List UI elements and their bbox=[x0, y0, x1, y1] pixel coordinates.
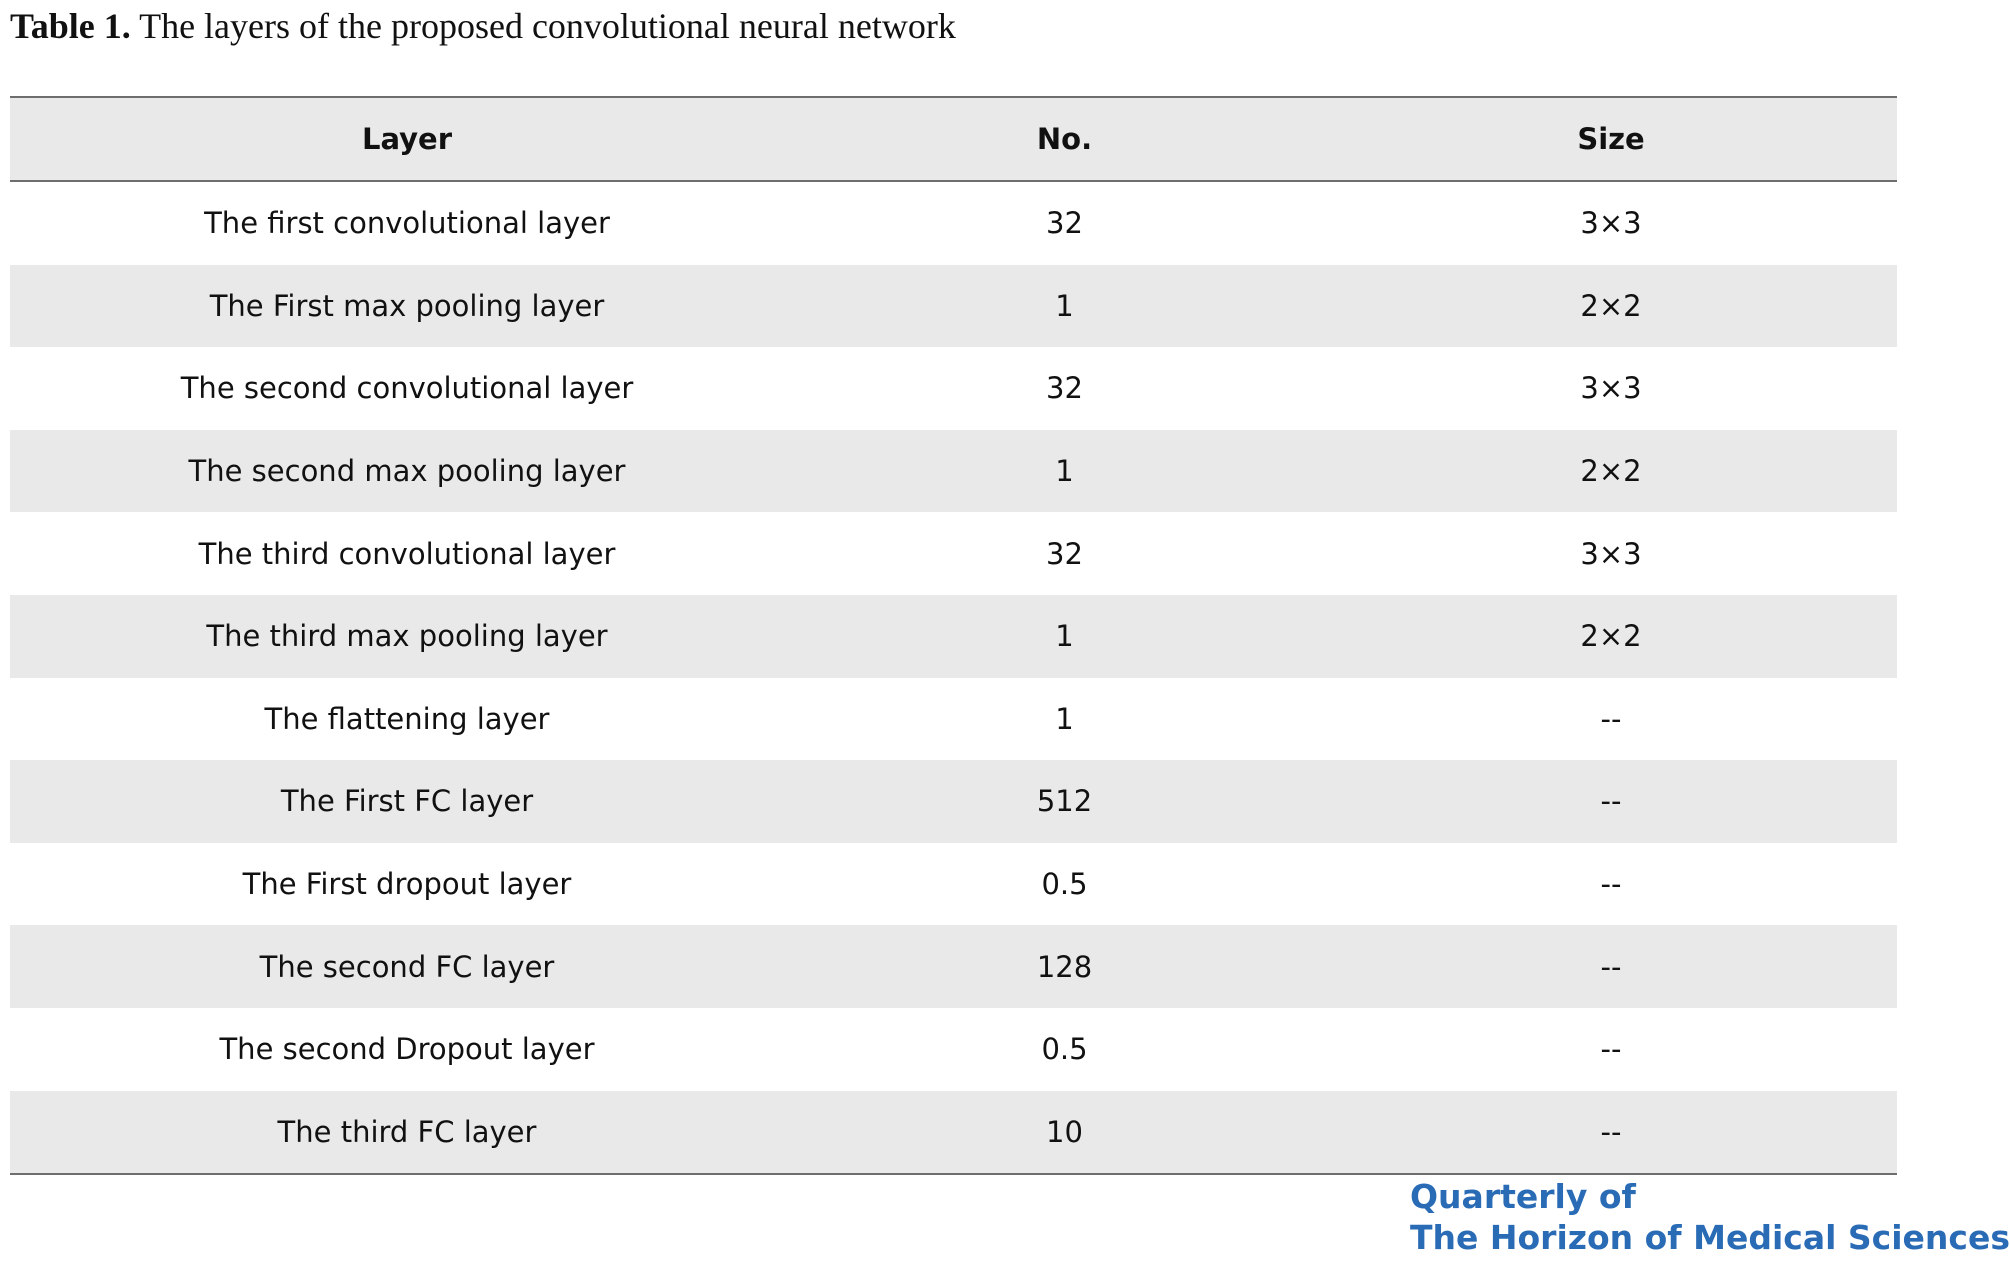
cell-layer: The second max pooling layer bbox=[188, 454, 626, 489]
cell-layer: The First FC layer bbox=[280, 784, 534, 819]
table-row bbox=[10, 843, 1897, 926]
cell-no: 32 bbox=[1046, 371, 1083, 406]
journal-watermark bbox=[1410, 1176, 2010, 1258]
table-row bbox=[10, 512, 1897, 595]
cell-layer: The third max pooling layer bbox=[206, 619, 608, 654]
cell-layer: The flattening layer bbox=[264, 701, 550, 736]
table-row bbox=[10, 181, 1897, 265]
cell-no: 1 bbox=[1055, 288, 1074, 323]
header-row bbox=[10, 97, 1897, 181]
cell-no: 32 bbox=[1046, 206, 1083, 241]
cell-no: 0.5 bbox=[1041, 1032, 1088, 1067]
header-layer: Layer bbox=[361, 122, 453, 156]
cell-layer: The second Dropout layer bbox=[219, 1032, 595, 1067]
table-row bbox=[10, 678, 1897, 761]
header-no: No. bbox=[1036, 122, 1093, 156]
cell-no: 128 bbox=[1036, 949, 1093, 984]
table-row bbox=[10, 1008, 1897, 1091]
caption-text: The layers of the proposed convolutional neural network bbox=[139, 6, 956, 46]
table-header bbox=[10, 97, 1897, 181]
cell-size: -- bbox=[1600, 867, 1622, 902]
cell-size: 2×2 bbox=[1580, 454, 1642, 489]
layers-table bbox=[10, 96, 1897, 1175]
table-row bbox=[10, 430, 1897, 513]
cell-no: 512 bbox=[1036, 784, 1093, 819]
header-size: Size bbox=[1577, 122, 1645, 156]
cell-size: 3×3 bbox=[1580, 371, 1642, 406]
cell-layer: The first convolutional layer bbox=[204, 206, 610, 241]
table-body bbox=[10, 181, 1897, 1174]
cell-no: 0.5 bbox=[1041, 867, 1088, 902]
cell-size: -- bbox=[1600, 1032, 1622, 1067]
cell-size: 2×2 bbox=[1580, 288, 1642, 323]
cell-size: 2×2 bbox=[1580, 619, 1642, 654]
cell-no: 10 bbox=[1046, 1114, 1083, 1149]
cell-layer: The third FC layer bbox=[277, 1114, 537, 1149]
cell-no: 1 bbox=[1055, 701, 1074, 736]
table-caption bbox=[10, 2, 956, 50]
layers-table-container bbox=[10, 96, 1897, 1175]
cell-no: 1 bbox=[1055, 619, 1074, 654]
cell-size: 3×3 bbox=[1580, 206, 1642, 241]
table-row bbox=[10, 347, 1897, 430]
watermark-line-1: Quarterly of bbox=[1410, 1177, 1636, 1216]
cell-no: 1 bbox=[1055, 454, 1074, 489]
cell-size: -- bbox=[1600, 1114, 1622, 1149]
cell-layer: The third convolutional layer bbox=[198, 536, 616, 571]
cell-layer: The second FC layer bbox=[259, 949, 555, 984]
table-row bbox=[10, 760, 1897, 843]
cell-size: -- bbox=[1600, 949, 1622, 984]
table-row bbox=[10, 265, 1897, 348]
cell-size: -- bbox=[1600, 784, 1622, 819]
cell-layer: The First dropout layer bbox=[242, 867, 572, 902]
table-row bbox=[10, 1091, 1897, 1175]
watermark-line-2: The Horizon of Medical Sciences bbox=[1410, 1218, 2010, 1257]
table-row bbox=[10, 595, 1897, 678]
cell-no: 32 bbox=[1046, 536, 1083, 571]
caption-label: Table 1. bbox=[10, 6, 131, 46]
cell-layer: The second convolutional layer bbox=[180, 371, 634, 406]
table-row bbox=[10, 925, 1897, 1008]
cell-size: 3×3 bbox=[1580, 536, 1642, 571]
cell-layer: The First max pooling layer bbox=[209, 288, 605, 323]
cell-size: -- bbox=[1600, 701, 1622, 736]
